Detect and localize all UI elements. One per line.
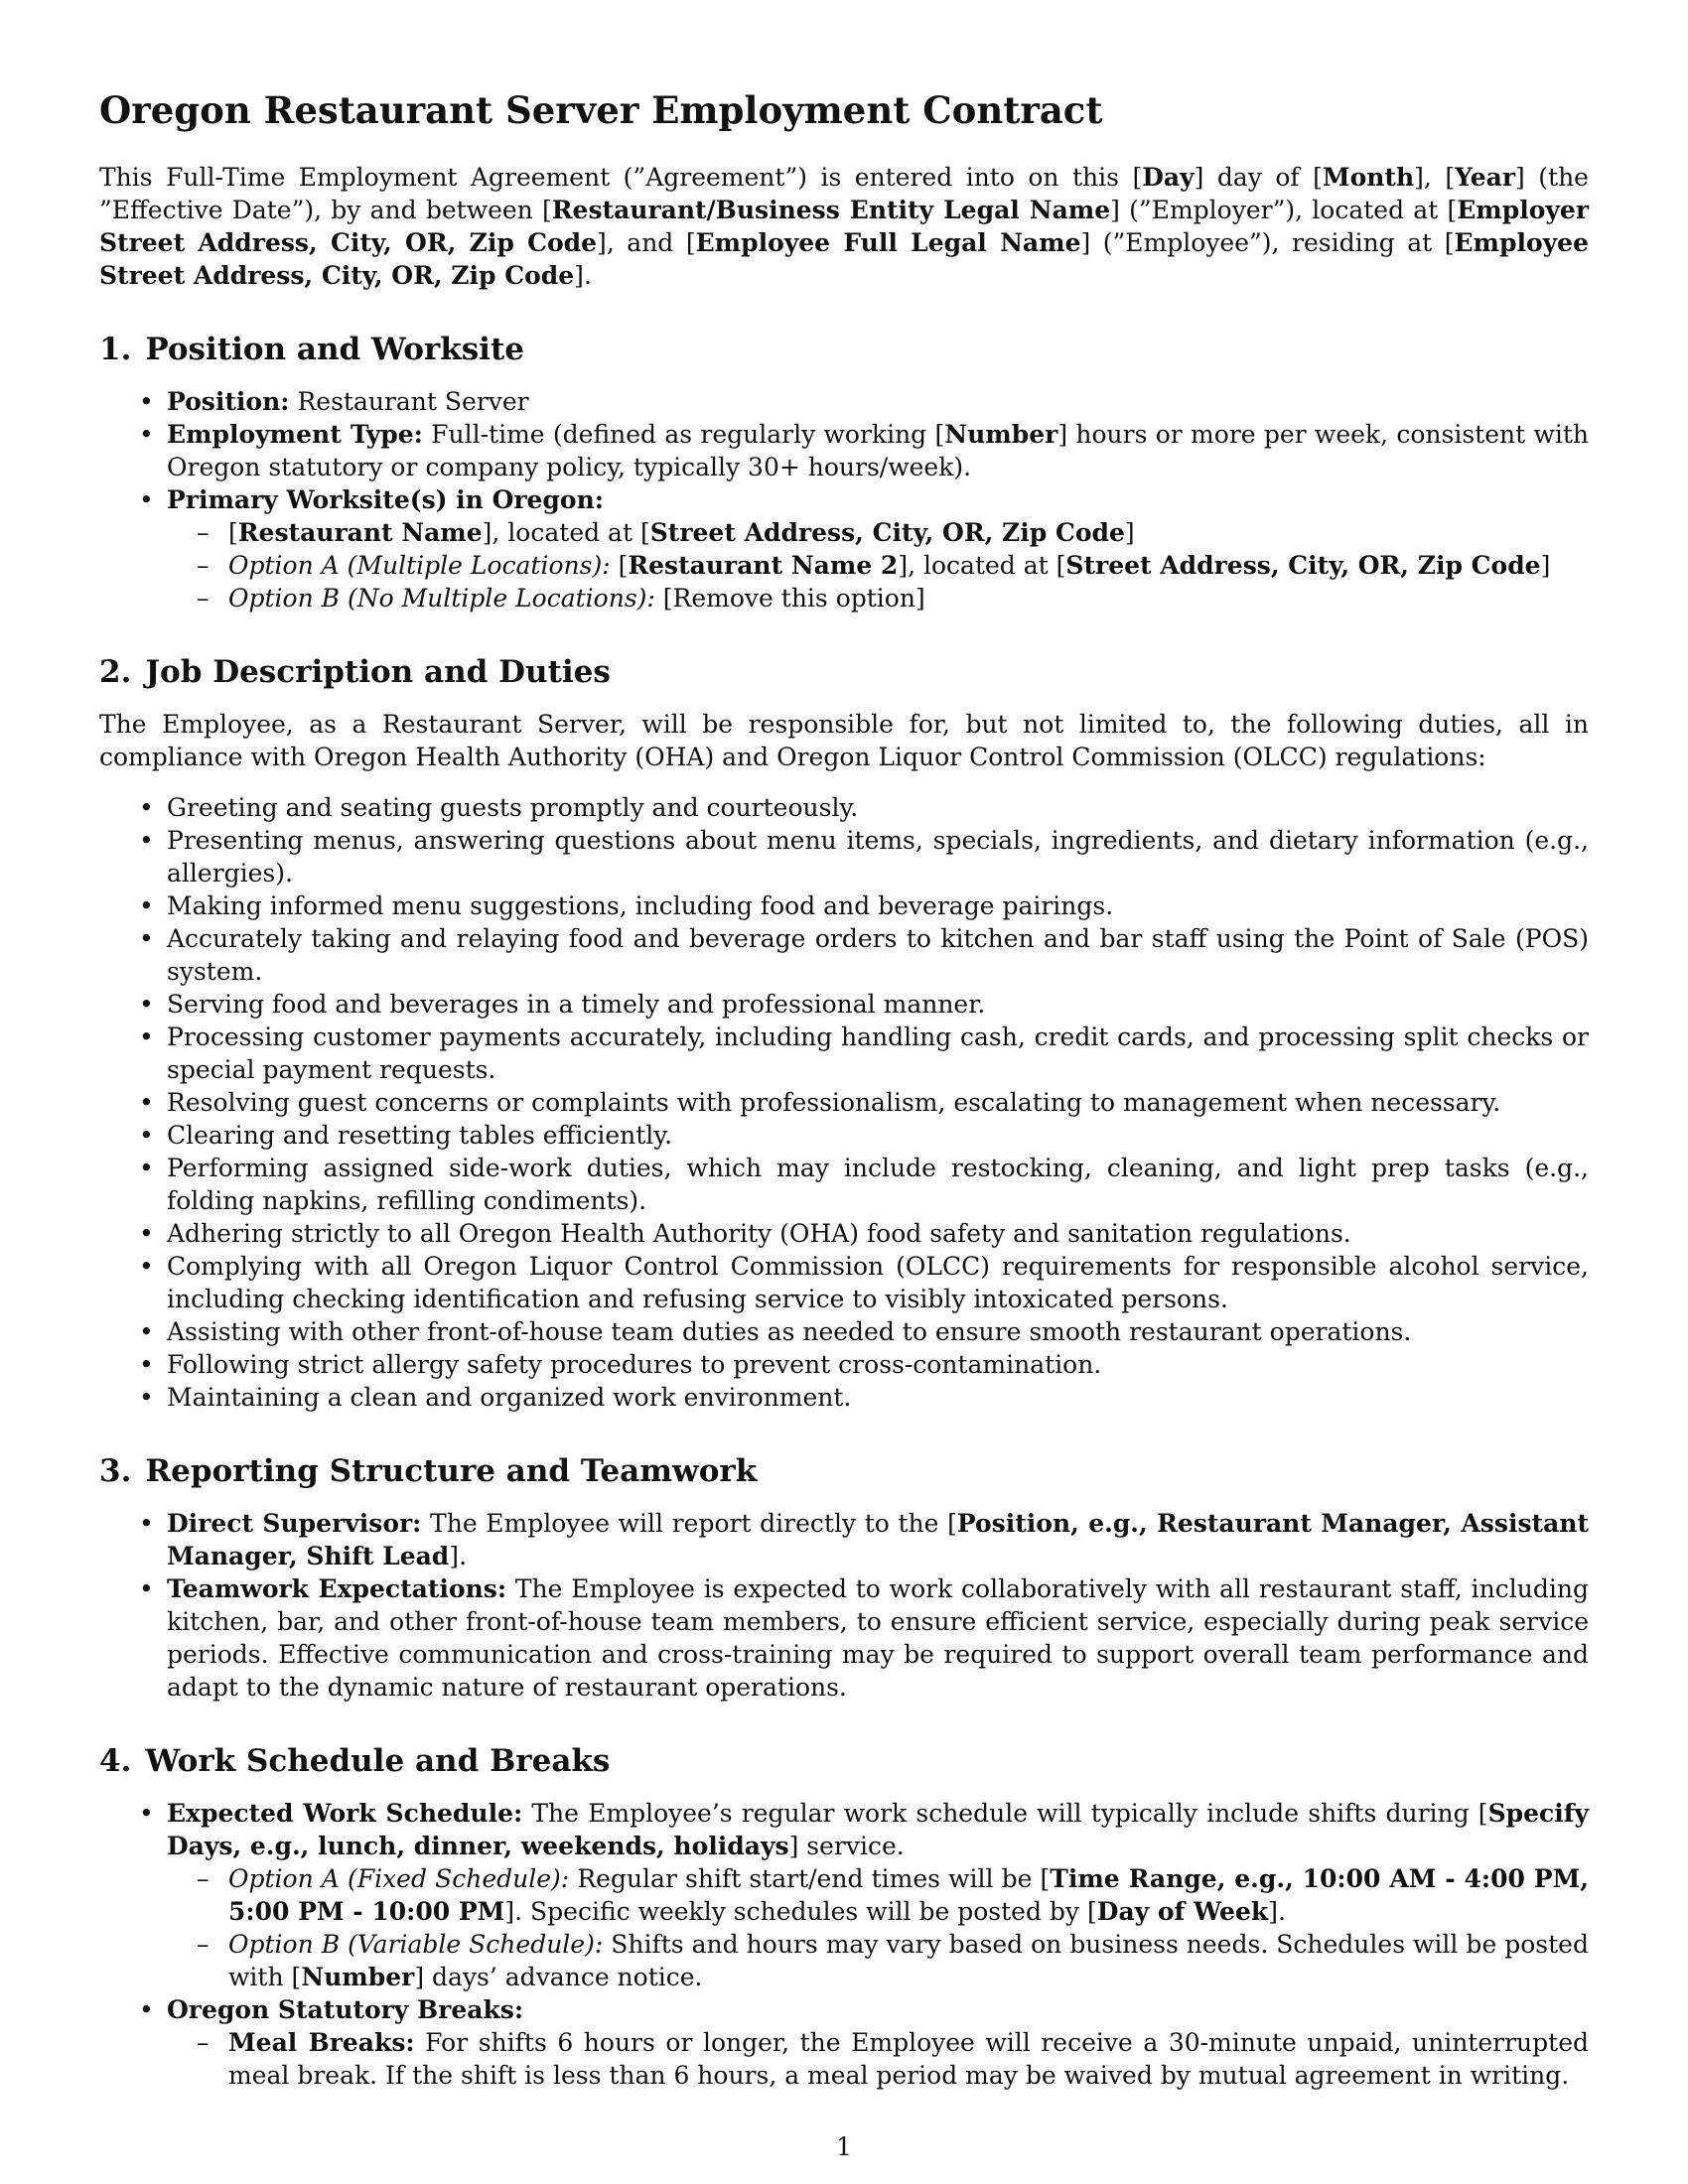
list-item: • Performing assigned side-work duties, which may include restocking, cleaning, and light prep tasks (e.g., folding napkins, refilling condiments). bbox=[99, 1152, 1589, 1217]
list-item: • Expected Work Schedule: The Employee’s regular work schedule will typically include shifts during [Specify Days, e.g., lunch, dinner, weekends, holidays] service. – Option A (Fixed Schedule): Regular shift start/end times will be [Time Range, e.g., 10:00 AM - 4:00 PM, 5:00 PM - 10:00 PM]. Specific weekly schedules will be posted by [Day of Week]. – Option B (Variable Schedule): Shifts and hours may vary based on business needs. Schedules will be posted with [Number] days’ advance notice. bbox=[99, 1797, 1589, 1993]
list-item: • Primary Worksite(s) in Oregon: – [Restaurant Name], located at [Street Address, City, OR, Zip Code] – Option A (Multiple Locations): [Restaurant Name 2], located at [Street Address, City, OR, Zip Code] – Option B (No Multiple Locations): [Remove this option] bbox=[99, 483, 1589, 614]
section-heading: 2. Job Description and Duties bbox=[99, 654, 611, 690]
sub-list-item: – [Restaurant Name], located at [Street Address, City, OR, Zip Code] bbox=[167, 516, 1589, 549]
list-item: • Complying with all Oregon Liquor Control Commission (OLCC) requirements for responsible alcohol service, including checking identification and refusing service to visibly intoxicated persons. bbox=[99, 1250, 1589, 1315]
section-heading: 3. Reporting Structure and Teamwork bbox=[99, 1453, 758, 1489]
sub-list-item: – Option B (No Multiple Locations): [Remove this option] bbox=[167, 582, 1589, 614]
placeholder-employee-name: Employee Full Legal Name bbox=[695, 228, 1081, 257]
list-item: • Making informed menu suggestions, including food and beverage pairings. bbox=[99, 889, 1589, 922]
section-job-description bbox=[99, 652, 1589, 1414]
placeholder-employer-address: Employer Street Address, City, OR, Zip Code bbox=[99, 196, 1590, 257]
sub-list-item: – Meal Breaks: For shifts 6 hours or longer, the Employee will receive a 30-minute unpaid, uninterrupted meal break. If the shift is less than 6 hours, a meal period may be waived by mutual agreement in writing. bbox=[167, 2026, 1589, 2092]
placeholder-year: Year bbox=[1455, 163, 1516, 192]
list-item: • Clearing and resetting tables efficiently. bbox=[99, 1119, 1589, 1152]
list-item: • Teamwork Expectations: The Employee is expected to work collaboratively with all restaurant staff, including kitchen, bar, and other front-of-house team members, to ensure efficient service, especially during peak service periods. Effective communication and cross-training may be required to support overall team performance and adapt to the dynamic nature of restaurant operations. bbox=[99, 1572, 1589, 1704]
document-title: Oregon Restaurant Server Employment Contract bbox=[99, 88, 1103, 132]
list-item: • Direct Supervisor: The Employee will report directly to the [Position, e.g., Restaurant Manager, Assistant Manager, Shift Lead]. bbox=[99, 1507, 1589, 1572]
section-heading: 4. Work Schedule and Breaks bbox=[99, 1743, 611, 1779]
list-item: • Greeting and seating guests promptly and courteously. bbox=[99, 791, 1589, 824]
list-item: • Resolving guest concerns or complaints with professionalism, escalating to management when necessary. bbox=[99, 1086, 1589, 1119]
list-item: • Assisting with other front-of-house team duties as needed to ensure smooth restaurant operations. bbox=[99, 1315, 1589, 1348]
page-number: 1 bbox=[836, 2132, 852, 2161]
list-item: • Position: Restaurant Server bbox=[99, 385, 1589, 418]
intro-paragraph: This Full-Time Employment Agreement (”Agreement”) is entered into on this [Day] day of [Month], [Year] (the ”Effective Date”), by and between [Restaurant/Business Entity Legal Name] (”Employer”), located at [Employer Street Address, City, OR, Zip Code], and [Employee Full Legal Name] (”Employee”), residing at [Employee Street Address, City, OR, Zip Code]. bbox=[99, 163, 1590, 290]
list-item: • Processing customer payments accurately, including handling cash, credit cards, and processing split checks or special payment requests. bbox=[99, 1021, 1589, 1086]
section-work-schedule bbox=[99, 1741, 1589, 2092]
section-reporting-structure bbox=[99, 1451, 1589, 1704]
list-item: • Employment Type: Full-time (defined as regularly working [Number] hours or more per week, consistent with Oregon statutory or company policy, typically 30+ hours/week). bbox=[99, 418, 1589, 483]
placeholder-day: Day bbox=[1142, 163, 1195, 192]
list-item: • Maintaining a clean and organized work environment. bbox=[99, 1381, 1589, 1414]
sub-list-item: – Option A (Fixed Schedule): Regular shift start/end times will be [Time Range, e.g., 10:00 AM - 4:00 PM, 5:00 PM - 10:00 PM]. Specific weekly schedules will be posted by [Day of Week]. bbox=[167, 1862, 1589, 1928]
list-item: • Adhering strictly to all Oregon Health Authority (OHA) food safety and sanitation regulations. bbox=[99, 1217, 1589, 1250]
document-page bbox=[99, 87, 1589, 2092]
list-item: • Accurately taking and relaying food and beverage orders to kitchen and bar staff using the Point of Sale (POS) system. bbox=[99, 922, 1589, 988]
section-intro: The Employee, as a Restaurant Server, will be responsible for, but not limited to, the following duties, all in compliance with Oregon Health Authority (OHA) and Oregon Liquor Control Commission (OLCC) regulations: bbox=[99, 710, 1589, 771]
list-item: • Serving food and beverages in a timely and professional manner. bbox=[99, 988, 1589, 1021]
duties-list bbox=[99, 791, 1589, 1414]
placeholder-employer-name: Restaurant/Business Entity Legal Name bbox=[551, 196, 1111, 224]
placeholder-employee-address: Employee Street Address, City, OR, Zip Code bbox=[99, 228, 1589, 290]
list-item: • Oregon Statutory Breaks: – Meal Breaks: For shifts 6 hours or longer, the Employee will receive a 30-minute unpaid, uninterrupted meal break. If the shift is less than 6 hours, a meal period may be waived by mutual agreement in writing. bbox=[99, 1993, 1589, 2092]
sub-list-item: – Option B (Variable Schedule): Shifts and hours may vary based on business needs. Schedules will be posted with [Number] days’ advance notice. bbox=[167, 1928, 1589, 1993]
sub-list-item: – Option A (Multiple Locations): [Restaurant Name 2], located at [Street Address, City, OR, Zip Code] bbox=[167, 549, 1589, 582]
list-item: • Following strict allergy safety procedures to prevent cross-contamination. bbox=[99, 1348, 1589, 1381]
section-position-worksite bbox=[99, 330, 1589, 614]
placeholder-month: Month bbox=[1322, 163, 1415, 192]
list-item: • Presenting menus, answering questions about menu items, specials, ingredients, and dietary information (e.g., allergies). bbox=[99, 824, 1589, 889]
section-heading: 1. Position and Worksite bbox=[99, 332, 525, 367]
